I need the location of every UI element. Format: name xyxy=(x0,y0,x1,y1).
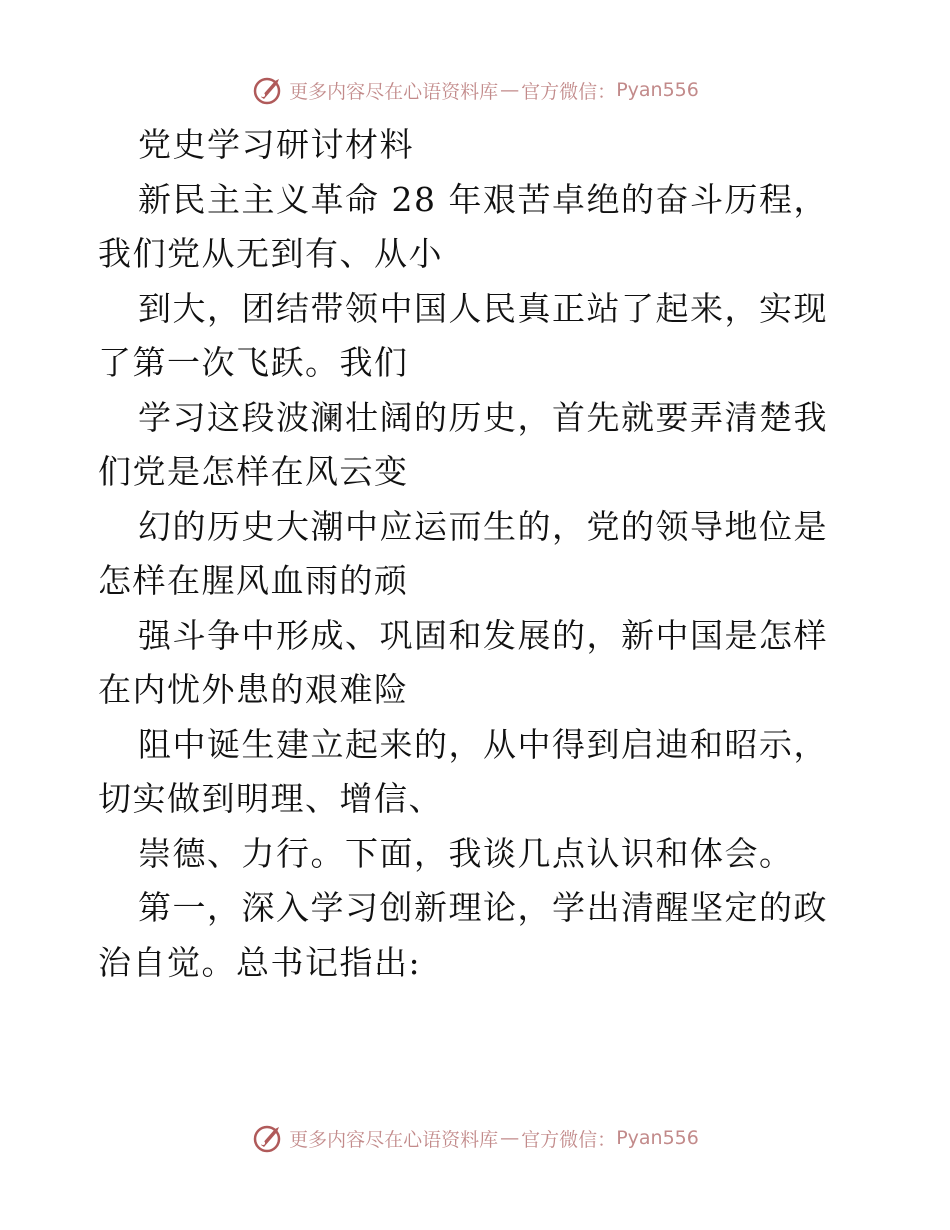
header-watermark xyxy=(0,70,950,110)
paragraph: 学习这段波澜壮阔的历史，首先就要弄清楚我们党是怎样在风云变 xyxy=(98,397,828,491)
watermark-brand: 更多内容尽在心语资料库 xyxy=(289,80,499,103)
watermark-brand: 更多内容尽在心语资料库 xyxy=(289,1128,499,1151)
paragraph: 到大，团结带领中国人民真正站了起来，实现了第一次飞跃。我们 xyxy=(98,288,828,382)
paragraph: 阻中诞生建立起来的，从中得到启迪和昭示，切实做到明理、增信、 xyxy=(98,724,828,818)
document-body xyxy=(98,118,850,990)
footer-watermark xyxy=(0,1118,950,1158)
watermark-separator: — xyxy=(500,79,520,101)
watermark-id: Pyan556 xyxy=(616,1127,699,1149)
watermark-contact: 官方微信： xyxy=(521,80,617,103)
quill-logo-icon xyxy=(251,1121,285,1155)
watermark-id: Pyan556 xyxy=(616,79,699,101)
paragraph: 强斗争中形成、巩固和发展的，新中国是怎样在内忧外患的艰难险 xyxy=(98,615,828,709)
watermark-separator: — xyxy=(500,1127,520,1149)
quill-logo-icon xyxy=(251,73,285,107)
paragraph: 新民主主义革命 28 年艰苦卓绝的奋斗历程，我们党从无到有、从小 xyxy=(98,179,828,273)
document-title: 党史学习研讨材料 xyxy=(138,125,414,164)
paragraph: 崇德、力行。下面，我谈几点认识和体会。 xyxy=(138,833,794,873)
watermark-contact: 官方微信： xyxy=(521,1128,617,1151)
paragraph: 第一，深入学习创新理论，学出清醒坚定的政治自觉。总书记指出: xyxy=(98,888,828,982)
paragraph: 幻的历史大潮中应运而生的，党的领导地位是怎样在腥风血雨的顽 xyxy=(98,506,828,600)
